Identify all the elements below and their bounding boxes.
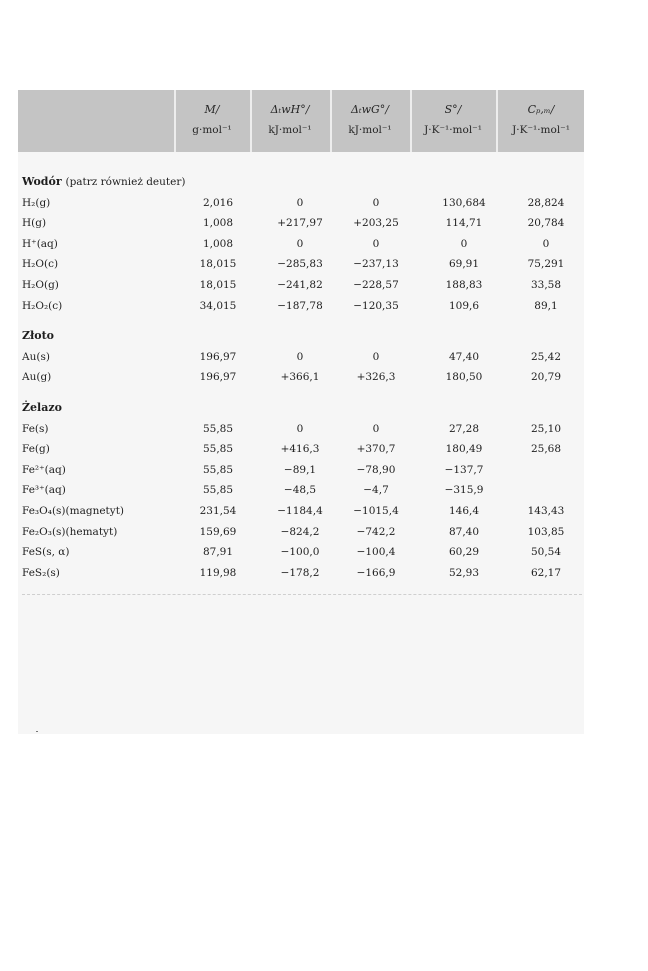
cell-heat-capacity: 33,58 xyxy=(530,278,562,291)
cell-gibbs: −120,35 xyxy=(353,299,399,312)
cell-molar-mass: 87,91 xyxy=(202,546,234,559)
cell-entropy: 180,49 xyxy=(445,443,483,456)
table-row xyxy=(22,193,582,214)
header-unit: g·mol⁻¹ xyxy=(192,124,232,136)
header-col-gibbs xyxy=(332,100,408,140)
cell-entropy: 180,50 xyxy=(445,371,483,384)
header-col-molar-mass xyxy=(176,100,248,140)
cell-entropy: 60,29 xyxy=(448,546,480,559)
cell-heat-capacity: 143,43 xyxy=(527,504,565,517)
table-row xyxy=(22,296,582,317)
substance-name: H⁺(aq) xyxy=(22,237,58,250)
scan-artifact-dot xyxy=(36,731,38,732)
table-row xyxy=(22,367,582,388)
cell-enthalpy: +416,3 xyxy=(280,443,320,456)
cell-enthalpy: −48,5 xyxy=(283,484,317,497)
section-title-text: Wodór xyxy=(22,175,62,188)
cell-heat-capacity: 50,54 xyxy=(530,546,562,559)
table-row xyxy=(22,419,582,440)
thermo-table-body xyxy=(22,172,582,583)
table-row xyxy=(22,275,582,296)
cell-molar-mass: 119,98 xyxy=(199,566,237,579)
substance-name: Fe₂O₃(s)(hematyt) xyxy=(22,525,118,538)
substance-name: Fe(s) xyxy=(22,422,49,435)
cell-molar-mass: 55,85 xyxy=(202,463,234,476)
cell-heat-capacity: 28,824 xyxy=(527,196,565,209)
section-title-text: Złoto xyxy=(22,329,55,343)
cell-enthalpy: +366,1 xyxy=(280,371,320,384)
section-title-iron xyxy=(22,398,582,419)
cell-enthalpy: 0 xyxy=(296,237,304,250)
header-unit: J·K⁻¹·mol⁻¹ xyxy=(424,124,482,136)
cell-gibbs: 0 xyxy=(372,350,380,363)
header-quantity: S°/ xyxy=(444,103,462,116)
cell-gibbs: −78,90 xyxy=(356,463,396,476)
table-row xyxy=(22,347,582,368)
cell-entropy: 146,4 xyxy=(448,504,480,517)
header-quantity: Cₚ,ₘ/ xyxy=(527,103,555,116)
cell-gibbs: −1015,4 xyxy=(353,504,399,517)
header-unit: J·K⁻¹·mol⁻¹ xyxy=(512,124,570,136)
cell-molar-mass: 55,85 xyxy=(202,484,234,497)
cell-molar-mass: 196,97 xyxy=(199,350,237,363)
cell-enthalpy: −100,0 xyxy=(280,546,320,559)
substance-name: H(g) xyxy=(22,217,47,230)
table-row xyxy=(22,213,582,234)
header-quantity: M/ xyxy=(204,103,220,116)
table-row xyxy=(22,234,582,255)
cell-enthalpy: −178,2 xyxy=(280,566,320,579)
cell-molar-mass: 1,008 xyxy=(202,217,234,230)
cell-enthalpy: +217,97 xyxy=(277,217,323,230)
cell-gibbs: 0 xyxy=(372,237,380,250)
cell-molar-mass: 18,015 xyxy=(199,258,237,271)
cell-heat-capacity: 103,85 xyxy=(527,525,565,538)
header-quantity: ΔₜwG°/ xyxy=(350,103,390,116)
header-unit: kJ·mol⁻¹ xyxy=(348,124,392,136)
cell-enthalpy: −824,2 xyxy=(280,525,320,538)
cell-heat-capacity: 62,17 xyxy=(530,566,562,579)
section-title-gold xyxy=(22,326,582,347)
cell-molar-mass: 159,69 xyxy=(199,525,237,538)
cell-enthalpy: 0 xyxy=(296,422,304,435)
cell-entropy: 188,83 xyxy=(445,278,483,291)
cell-entropy: 47,40 xyxy=(448,350,480,363)
substance-name: FeS(s, α) xyxy=(22,546,70,559)
substance-name: Fe₃O₄(s)(magnetyt) xyxy=(22,504,125,517)
substance-name: FeS₂(s) xyxy=(22,566,60,579)
cell-heat-capacity: 0 xyxy=(542,237,550,250)
header-unit: kJ·mol⁻¹ xyxy=(268,124,312,136)
cell-entropy: 69,91 xyxy=(448,258,480,271)
table-row xyxy=(22,522,582,543)
cell-enthalpy: −241,82 xyxy=(277,278,323,291)
table-row xyxy=(22,563,582,584)
cell-gibbs: −166,9 xyxy=(356,566,396,579)
cell-heat-capacity: 20,79 xyxy=(530,371,562,384)
cell-entropy: 0 xyxy=(460,237,468,250)
table-row xyxy=(22,542,582,563)
cell-gibbs: +370,7 xyxy=(356,443,396,456)
table-row xyxy=(22,501,582,522)
cell-heat-capacity: 25,68 xyxy=(530,443,562,456)
header-col-heat-capacity xyxy=(498,100,584,140)
cell-gibbs: −228,57 xyxy=(353,278,399,291)
cell-heat-capacity: 25,10 xyxy=(530,422,562,435)
substance-name: Fe(g) xyxy=(22,443,50,456)
cell-heat-capacity: 75,291 xyxy=(527,258,565,271)
substance-name: Fe³⁺(aq) xyxy=(22,484,66,497)
cell-entropy: 130,684 xyxy=(442,196,486,209)
cell-molar-mass: 1,008 xyxy=(202,237,234,250)
table-row xyxy=(22,254,582,275)
substance-name: Fe²⁺(aq) xyxy=(22,463,66,476)
cell-heat-capacity: 89,1 xyxy=(534,299,558,312)
cell-enthalpy: 0 xyxy=(296,196,304,209)
section-note: (patrz również deuter) xyxy=(65,176,186,188)
table-bottom-rule xyxy=(22,594,582,595)
cell-enthalpy: 0 xyxy=(296,350,304,363)
cell-gibbs: 0 xyxy=(372,196,380,209)
cell-gibbs: +203,25 xyxy=(353,217,399,230)
cell-gibbs: −742,2 xyxy=(356,525,396,538)
cell-molar-mass: 34,015 xyxy=(199,299,237,312)
substance-name: H₂O₂(c) xyxy=(22,299,63,312)
cell-enthalpy: −89,1 xyxy=(283,463,317,476)
cell-entropy: 27,28 xyxy=(448,422,480,435)
cell-entropy: 109,6 xyxy=(448,299,480,312)
cell-entropy: 87,40 xyxy=(448,525,480,538)
cell-gibbs: +326,3 xyxy=(356,371,396,384)
section-title-hydrogen xyxy=(22,172,582,193)
cell-enthalpy: −187,78 xyxy=(277,299,323,312)
substance-name: Au(g) xyxy=(22,371,52,384)
cell-molar-mass: 18,015 xyxy=(199,278,237,291)
substance-name: H₂O(c) xyxy=(22,258,59,271)
cell-heat-capacity: 25,42 xyxy=(530,350,562,363)
table-row xyxy=(22,460,582,481)
cell-entropy: −137,7 xyxy=(444,463,484,476)
substance-name: Au(s) xyxy=(22,350,50,363)
cell-entropy: 52,93 xyxy=(448,566,480,579)
substance-name: H₂O(g) xyxy=(22,278,59,291)
cell-molar-mass: 231,54 xyxy=(199,504,237,517)
table-row xyxy=(22,439,582,460)
cell-gibbs: −237,13 xyxy=(353,258,399,271)
cell-gibbs: −100,4 xyxy=(356,546,396,559)
cell-molar-mass: 55,85 xyxy=(202,422,234,435)
cell-molar-mass: 196,97 xyxy=(199,371,237,384)
header-col-enthalpy xyxy=(252,100,328,140)
cell-gibbs: −4,7 xyxy=(363,484,389,497)
cell-molar-mass: 2,016 xyxy=(202,196,234,209)
cell-molar-mass: 55,85 xyxy=(202,443,234,456)
header-col-entropy xyxy=(410,100,496,140)
table-row xyxy=(22,480,582,501)
cell-gibbs: 0 xyxy=(372,422,380,435)
cell-heat-capacity: 20,784 xyxy=(527,217,565,230)
section-title-text: Żelazo xyxy=(22,400,62,414)
cell-entropy: 114,71 xyxy=(445,217,483,230)
substance-name: H₂(g) xyxy=(22,196,51,209)
header-quantity: ΔₜwH°/ xyxy=(270,103,310,116)
cell-entropy: −315,9 xyxy=(444,484,484,497)
cell-enthalpy: −285,83 xyxy=(277,258,323,271)
cell-enthalpy: −1184,4 xyxy=(277,504,323,517)
